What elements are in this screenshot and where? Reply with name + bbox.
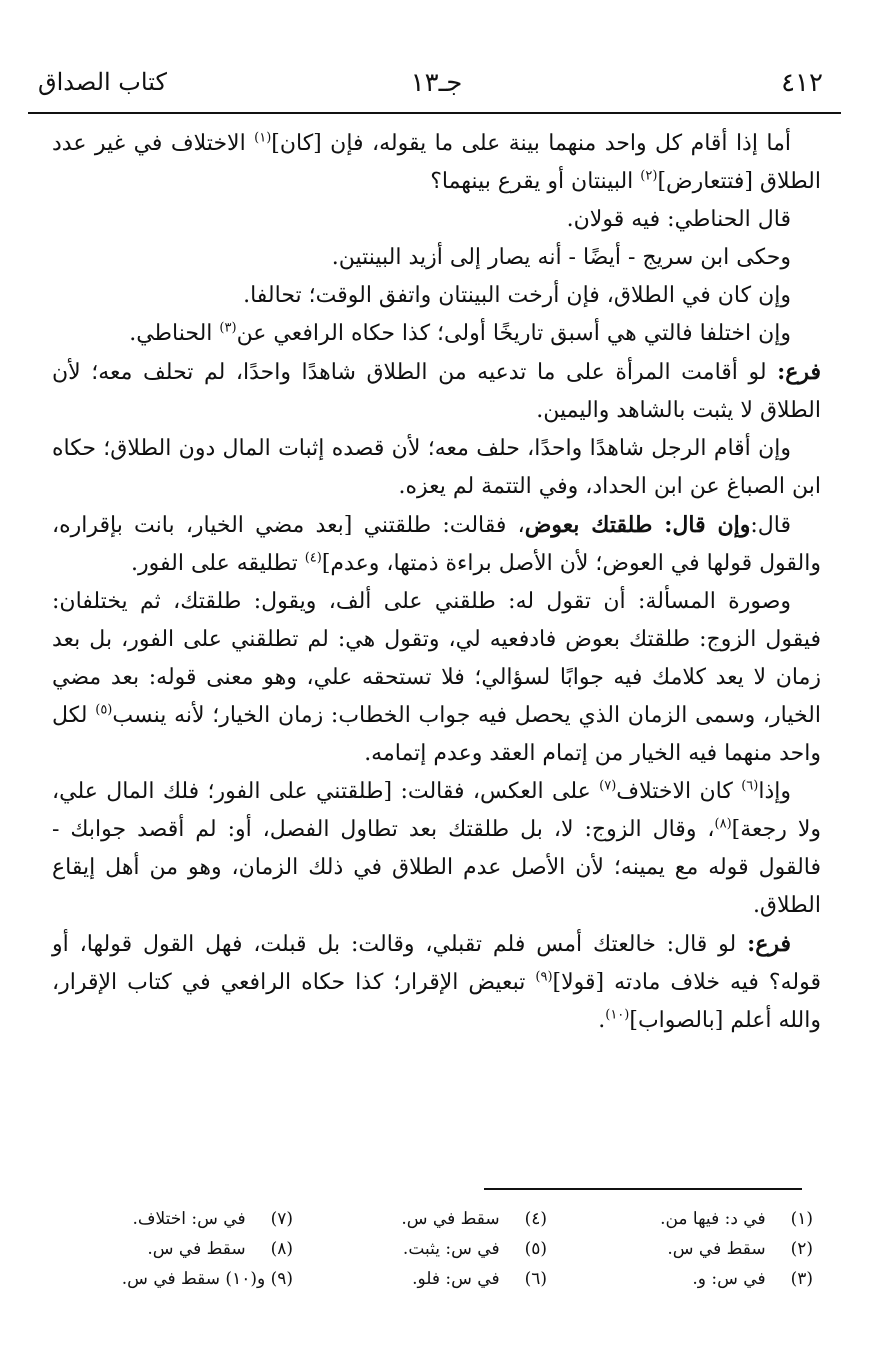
footnote-column (660, 1204, 813, 1294)
text-run: لو قال: خالعتك أمس فلم تقبلي، وقالت: بل قبلت، فهل القول قولها، أو قوله؟ فيه خلاف مادته [قولا] (52, 932, 821, 995)
far-label: فرع: (747, 931, 791, 957)
footnote-text: سقط في س. (667, 1239, 766, 1259)
text-run: كان الاختلاف (616, 779, 742, 804)
footnote-text: سقط في س. (401, 1209, 500, 1229)
footnote-item (660, 1234, 813, 1264)
footnote-item (122, 1204, 293, 1234)
footnote-item (122, 1264, 293, 1294)
footnote-number: (٥) (524, 1239, 547, 1259)
text-run: البينتان أو يقرع بينهما؟ (430, 169, 641, 194)
text-run: الاختلاف في غير عدد الطلاق [فتتعارض] (52, 131, 821, 194)
footnote-text: في س: يثبت. (402, 1239, 500, 1259)
text-run: ، وقال الزوج: لا، بل طلقتك بعد تطاول الفصل، أو: لم أقصد جوابك - فالقول قوله مع يمينه؛ لأن الأصل عدم الطلاق في ذلك الزمان، وهو من أهل إيقاع الطلاق. (52, 817, 821, 918)
text-run: الحناطي. (129, 321, 220, 346)
paragraph-6 (52, 353, 821, 430)
footnote-number: (٢) (790, 1239, 813, 1259)
footnote-ref: (٤) (304, 550, 322, 566)
paragraph-2: قال الحناطي: فيه قولان. (566, 207, 791, 232)
footnote-ref: (٩) (535, 969, 553, 985)
paragraph-11 (52, 925, 821, 1040)
text-run: وإن اختلفا فالتي هي أسبق تاريخًا أولى؛ كذا حكاه الرافعي عن (236, 321, 791, 346)
text-run: وصورة المسألة: أن تقول له: طلقني على ألف، ويقول: طلقتك، ثم يختلفان: فيقول الزوج: طلقتك بعوض فادفعيه لي، وتقول هي: لم تطلقني على الفور، بل بعد زمان لا يعد كلامك فيه جوابًا لسؤالي؛ فلا تستحقه علي، وهو معنى قوله: بعد مضي الخيار، وسمى الزمان الذي يحصل فيه جواب الخطاب: زمان الخيار؛ لأنه ينسب (52, 589, 821, 728)
footnote-ref: (٢) (640, 168, 658, 184)
footnote-item (660, 1204, 813, 1234)
page-header (28, 60, 845, 110)
paragraph-10 (52, 773, 821, 925)
text-run: لو أقامت المرأة على ما تدعيه من الطلاق شاهدًا واحدًا، لم تحلف معه؛ لأن الطلاق لا يثبت بالشاهد واليمين. (52, 360, 821, 423)
text-run: تطليقه على الفور. (131, 551, 305, 576)
footnote-number: (٦) (524, 1269, 547, 1289)
text-run: لكل واحد منهما فيه الخيار من إتمام العقد وعدم إتمامه. (52, 703, 821, 766)
footnote-text: في س: اختلاف. (132, 1209, 246, 1229)
paragraph-4: وإن كان في الطلاق، فإن أرخت البينتان واتفق الوقت؛ تحالفا. (243, 283, 791, 308)
paragraph-1 (52, 125, 821, 201)
text-run: ، فقالت: طلقتني [بعد مضي الخيار، بانت بإقراره، والقول قولها في العوض؛ لأن الأصل براءة ذمتها، وعدم] (52, 513, 821, 576)
footnote-text: سقط في س. (121, 1269, 221, 1289)
text-run: على العكس، فقالت: [طلقتني على الفور؛ فلك المال علي، ولا رجعة] (52, 779, 821, 842)
paragraph-7: وإن أقام الرجل شاهدًا واحدًا، حلف معه؛ لأن قصده إثبات المال دون الطلاق؛ حكاه ابن الصباغ عن ابن الحداد، وفي التتمة لم يعزه. (52, 436, 821, 499)
footnote-column (122, 1204, 293, 1294)
footnote-item (122, 1234, 293, 1264)
paragraph-8 (52, 506, 821, 583)
text-run: أما إذا أقام كل واحد منهما بينة على ما يقوله، فإن [كان] (271, 131, 791, 156)
paragraph-3: وحكى ابن سريج - أيضًا - أنه يصار إلى أزيد البينتين. (331, 245, 791, 270)
footnote-ref: (٨) (714, 816, 732, 832)
footnote-text: في س: و. (692, 1269, 766, 1289)
volume-label: جـ١٣ (410, 68, 463, 98)
book-title: كتاب الصداق (38, 68, 167, 96)
paragraph-9 (52, 583, 821, 773)
footnote-text: في س: فلو. (412, 1269, 500, 1289)
footnote-number: (٤) (524, 1209, 547, 1229)
footnote-ref: (١) (254, 130, 272, 146)
footnote-ref: (٣) (219, 320, 237, 336)
footnote-item (401, 1234, 547, 1264)
footnote-ref: (١٠) (605, 1007, 630, 1023)
main-text (52, 125, 821, 1040)
footnote-number: (٩) و(١٠) (225, 1269, 293, 1289)
header-divider (28, 112, 841, 114)
footnote-ref: (٥) (95, 702, 113, 718)
text-run: . (598, 1008, 606, 1033)
footnote-ref: (٧) (599, 778, 617, 794)
paragraph-5 (52, 315, 821, 353)
text-run: قال: (750, 513, 792, 538)
footnote-number: (٨) (270, 1239, 293, 1259)
footnote-text: في د: فيها من. (660, 1209, 766, 1229)
text-run: تبعيض الإقرار؛ كذا حكاه الرافعي في كتاب الإقرار، والله أعلم [بالصواب] (52, 970, 821, 1033)
footnote-divider (484, 1188, 802, 1190)
footnote-ref: (٦) (741, 778, 759, 794)
footnote-number: (٧) (270, 1209, 293, 1229)
text-run: وإذا (758, 779, 791, 804)
footnote-column (401, 1204, 547, 1294)
matn-quote: وإن قال: طلقتك بعوض (524, 512, 751, 538)
far-label: فرع: (777, 359, 821, 385)
footnote-number: (١) (790, 1209, 813, 1229)
page-number: ٤١٢ (781, 68, 823, 98)
footnote-number: (٣) (790, 1269, 813, 1289)
footnote-text: سقط في س. (147, 1239, 246, 1259)
footnote-item (401, 1264, 547, 1294)
footnote-item (660, 1264, 813, 1294)
footnote-item (401, 1204, 547, 1234)
